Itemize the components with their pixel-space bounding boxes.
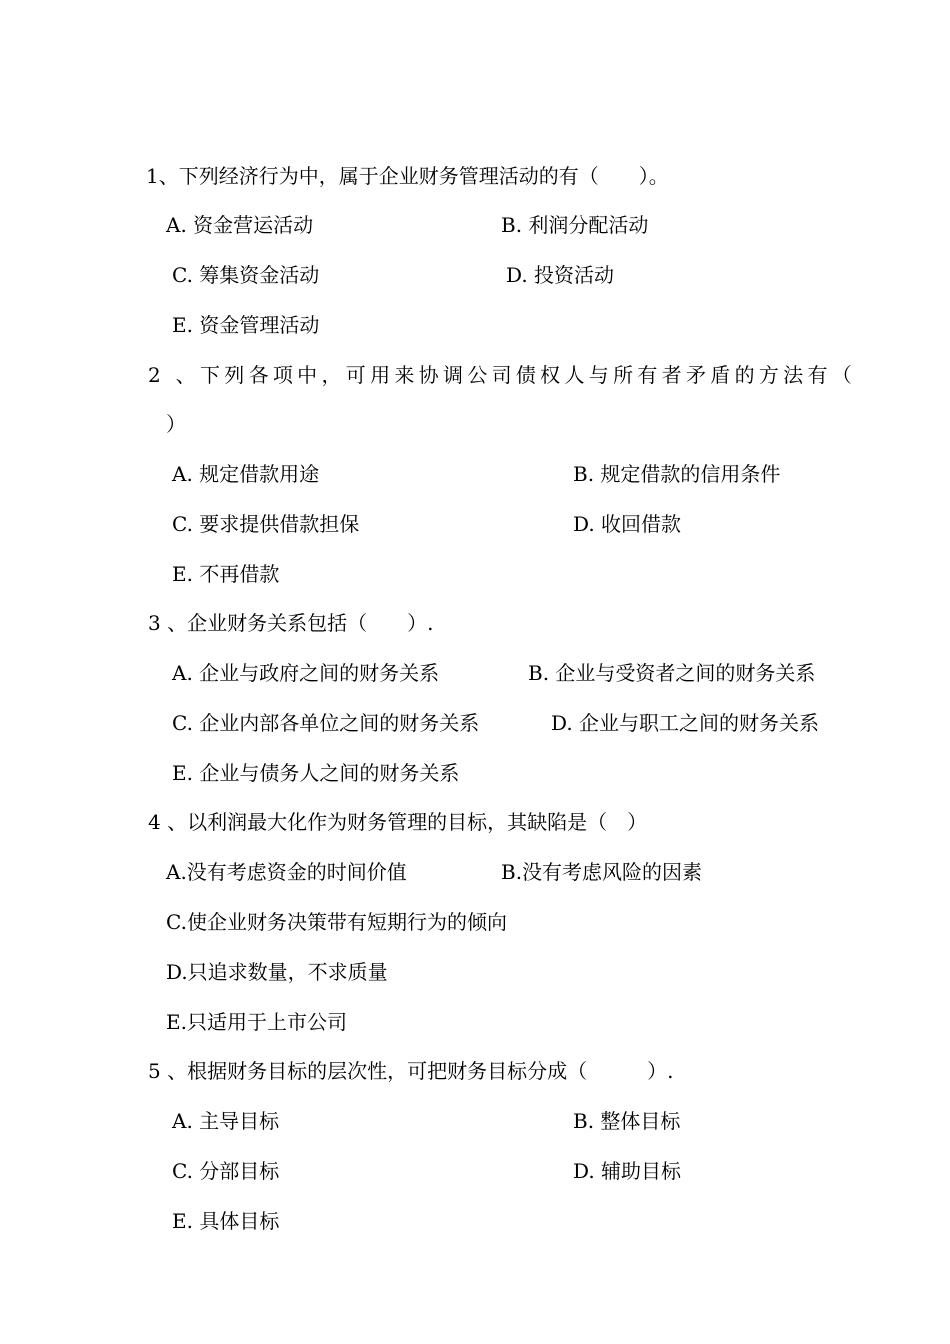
question-1-option-d: D. 投资活动 — [506, 263, 615, 287]
question-5-option-d: D. 辅助目标 — [573, 1159, 682, 1183]
question-1-option-e: E. 资金管理活动 — [172, 313, 320, 337]
question-4-option-a: A.没有考虑资金的时间价值 — [166, 860, 407, 884]
question-4-option-e: E.只适用于上市公司 — [166, 1010, 347, 1034]
question-5-option-e: E. 具体目标 — [172, 1209, 280, 1233]
question-4-option-b: B.没有考虑风险的因素 — [501, 860, 703, 884]
question-1-stem: 1、下列经济行为中，属于企业财务管理活动的有（ ）。 — [146, 164, 669, 188]
question-2-stem-continuation: ） — [166, 412, 186, 436]
question-3-option-b: B. 企业与受资者之间的财务关系 — [528, 661, 816, 685]
question-5-option-a: A. 主导目标 — [172, 1109, 280, 1133]
question-4-option-c: C.使企业财务决策带有短期行为的倾向 — [166, 910, 507, 934]
question-2-option-b: B. 规定借款的信用条件 — [573, 462, 781, 486]
question-3-option-d: D. 企业与职工之间的财务关系 — [551, 711, 820, 735]
question-2-stem: 2 、下列各项中，可用来协调公司债权人与所有者矛盾的方法有（ — [148, 363, 857, 387]
question-1-option-a: A. 资金营运活动 — [166, 213, 314, 237]
question-2-option-a: A. 规定借款用途 — [172, 462, 320, 486]
question-2-option-e: E. 不再借款 — [172, 562, 280, 586]
question-5-option-c: C. 分部目标 — [172, 1159, 280, 1183]
question-3-option-e: E. 企业与债务人之间的财务关系 — [172, 761, 460, 785]
question-3-option-a: A. 企业与政府之间的财务关系 — [172, 661, 440, 685]
question-2-option-d: D. 收回借款 — [573, 512, 682, 536]
question-5-stem: 5 、根据财务目标的层次性，可把财务目标分成（ ）. — [148, 1059, 674, 1083]
question-1-option-b: B. 利润分配活动 — [501, 213, 649, 237]
question-5-option-b: B. 整体目标 — [573, 1109, 681, 1133]
question-4-option-d: D.只追求数量，不求质量 — [166, 960, 388, 984]
question-1-option-c: C. 筹集资金活动 — [172, 263, 320, 287]
question-2-option-c: C. 要求提供借款担保 — [172, 512, 360, 536]
question-3-option-c: C. 企业内部各单位之间的财务关系 — [172, 711, 480, 735]
question-3-stem: 3 、企业财务关系包括（ ）. — [148, 611, 434, 635]
question-4-stem: 4 、以利润最大化作为财务管理的目标，其缺陷是（ ） — [148, 810, 648, 834]
